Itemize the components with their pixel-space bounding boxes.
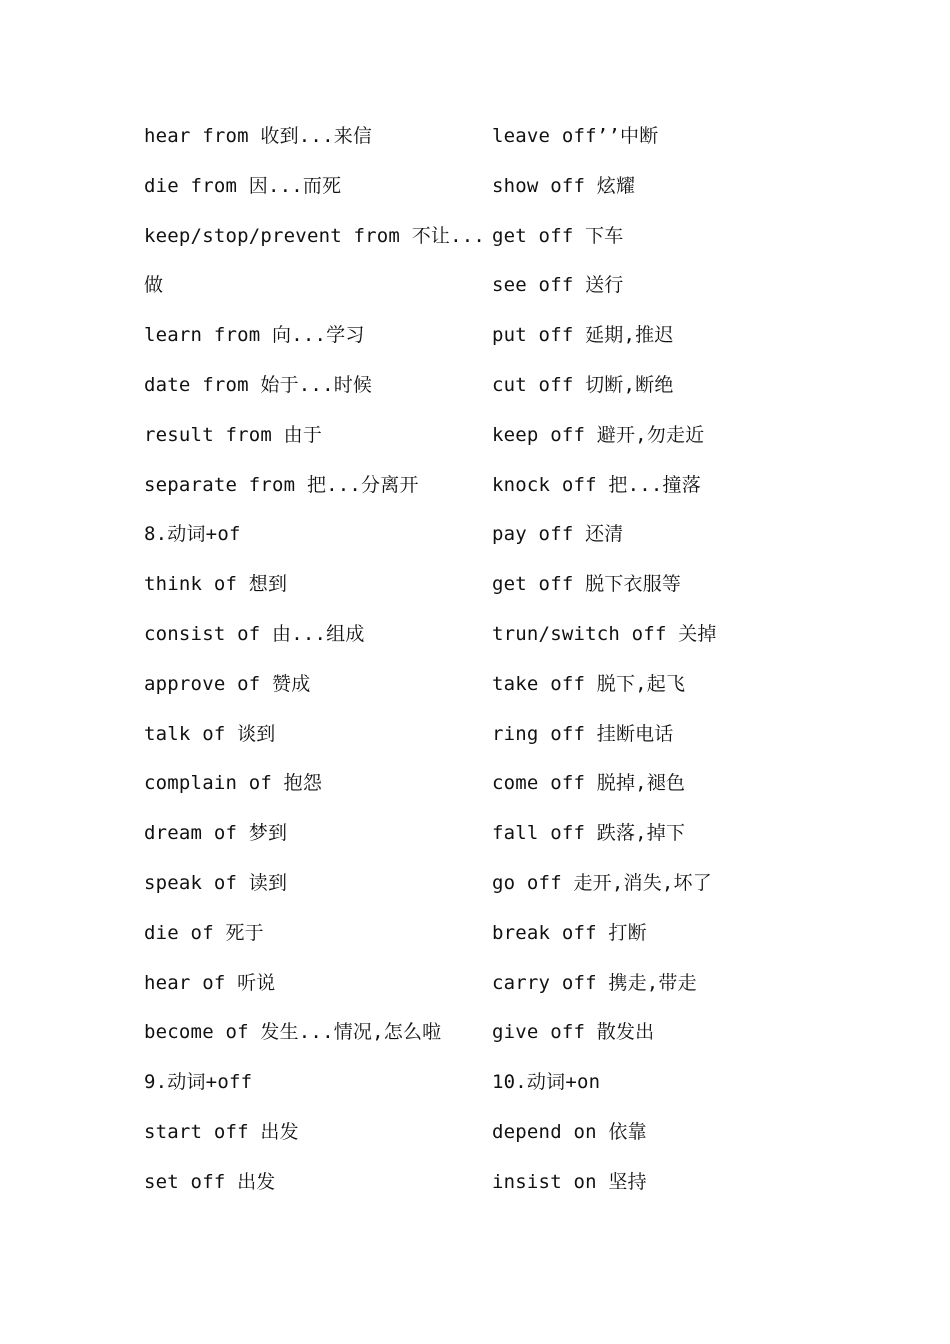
phrase-line: become of 发生...情况,怎么啦: [144, 1021, 442, 1044]
phrase-line: trun/switch off 关掉: [492, 622, 717, 645]
phrase-line: ring off 挂断电话: [492, 722, 674, 745]
phrase-line: see off 送行: [492, 274, 624, 297]
phrase-line: hear from 收到...来信: [144, 125, 373, 147]
phrase-line: hear of 听说: [144, 971, 276, 994]
phrase-line: think of 想到: [144, 573, 288, 596]
phrase-line: show off 炫耀: [492, 174, 636, 197]
phrase-line: learn from 向...学习: [144, 324, 365, 347]
phrase-line: date from 始于...时候: [144, 373, 373, 396]
phrase-line: complain of 抱怨: [144, 772, 323, 795]
phrase-line: start off 出发: [144, 1120, 299, 1143]
phrase-line: talk of 谈到: [144, 722, 276, 745]
phrase-line: carry off 携走,带走: [492, 971, 697, 994]
phrase-line: insist on 坚持: [492, 1170, 647, 1193]
phrase-line: cut off 切断,断绝: [492, 373, 674, 396]
phrase-line: depend on 依靠: [492, 1120, 647, 1143]
phrase-line: dream of 梦到: [144, 822, 288, 845]
phrase-line: keep off 避开,勿走近: [492, 423, 705, 446]
phrase-line: fall off 跌落,掉下: [492, 822, 686, 845]
left-phrase-column: [144, 118, 484, 1214]
section-heading: 9.动词+off: [144, 1071, 253, 1094]
phrase-line: approve of 赞成: [144, 672, 311, 695]
phrase-line: speak of 读到: [144, 871, 288, 894]
phrase-line: set off 出发: [144, 1170, 276, 1193]
phrase-line: result from 由于: [144, 423, 323, 446]
phrase-line: take off 脱下,起飞: [492, 672, 686, 695]
phrase-line: separate from 把...分离开: [144, 473, 419, 496]
phrase-line: die of 死于: [144, 921, 264, 944]
phrase-line: die from 因...而死: [144, 174, 342, 197]
phrase-line: break off 打断: [492, 921, 647, 944]
phrase-line: come off 脱掉,褪色: [492, 772, 686, 795]
phrase-line: get off 下车: [492, 224, 624, 247]
phrase-line: knock off 把...撞落: [492, 473, 701, 496]
phrase-line: leave off’’中断: [492, 125, 659, 147]
phrase-line: get off 脱下衣服等: [492, 573, 682, 596]
phrase-line: go off 走开,消失,坏了: [492, 871, 712, 894]
phrase-line: put off 延期,推迟: [492, 324, 674, 347]
section-heading: 10.动词+on: [492, 1071, 601, 1094]
phrase-line: consist of 由...组成: [144, 622, 365, 645]
right-phrase-column: [492, 118, 822, 1214]
phrase-line: pay off 还清: [492, 523, 624, 546]
phrase-line: keep/stop/prevent from 不让...: [144, 224, 486, 247]
phrase-line: give off 散发出: [492, 1021, 655, 1044]
phrase-line: 做: [144, 274, 164, 297]
section-heading: 8.动词+of: [144, 523, 241, 546]
